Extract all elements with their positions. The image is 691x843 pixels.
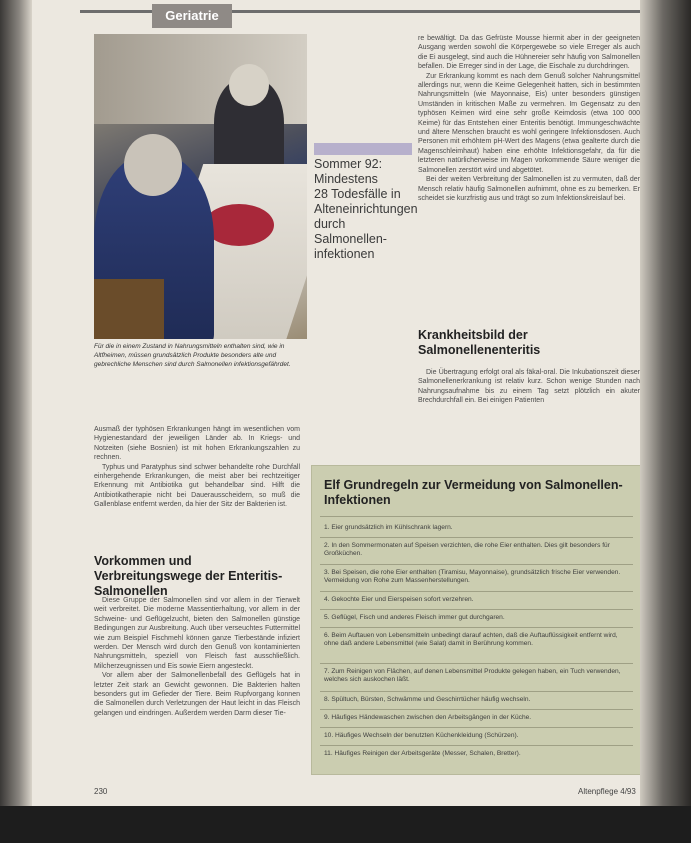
divider [320, 709, 633, 710]
divider [320, 727, 633, 728]
divider [320, 663, 633, 664]
divider [320, 627, 633, 628]
divider [320, 745, 633, 746]
paragraph: Typhus und Paratyphus sind schwer behandelte rohe Durchfall einhergehende Erkrankungen, die meist aber bei rechtzeitiger Erkennung mit Antibiotika gut behandelbar sind. Hilft die Antibiotikatherapie nicht bei Dauerausscheidern, so muß die Gallenblase entfernt werden, da hier der Sitz der Bakterien ist. [94, 463, 300, 509]
rule-item: 2. In den Sommermonaten auf Speisen verzichten, die rohe Eier enthalten. Dies gilt besonders für Großküchen. [324, 542, 610, 558]
rule-item: 7. Zum Reinigen von Flächen, auf denen Lebensmittel Produkte gelegen haben, ein Tuch verwenden, welches sich auskochen läßt. [324, 668, 621, 684]
pull-quote-line: 28 Todesfälle in [314, 187, 401, 201]
rule-item: 4. Gekochte Eier und Eierspeisen sofort verzehren. [324, 596, 474, 603]
paragraph: Vor allem aber der Salmonellenbefall des Geflügels hat in letzter Zeit stark an Gewicht gewonnen. Die Bakterien halten besonders gut im Gefieder der Tiere. Beim Rupfvorgang konnen die Salmonellen durch Verletzungen der Haut leicht in das Fleisch gelangen und eindringen. Außerdem werden Darm dieser Tie- [94, 672, 300, 717]
pull-quote-line: durch Salmonellen- [314, 217, 387, 246]
divider [320, 609, 633, 610]
paragraph: Die Übertragung erfolgt oral als fäkal-oral. Die Inkubationszeit dieser Salmonellenerkrankung ist relativ kurz. Schon wenige Stunden nach Nahrungsaufnahme bis zu einem Tag setzt plötzlich ein akuter Brechdurchfall ein. Bei einigen Patienten [418, 369, 640, 405]
scan-bottom-edge [0, 806, 691, 843]
rule-item: 10. Häufiges Wechseln der benutzten Küchenkleidung (Schürzen). [324, 732, 519, 739]
rule-item: 8. Spültuch, Bürsten, Schwämme und Geschirrtücher häufig wechseln. [324, 696, 531, 703]
rule-item: 3. Bei Speisen, die rohe Eier enthalten (Tiramisu, Mayonnaise), grundsätzlich frische Eier verwenden. Vermeidung von Rohe zum Massenherstellungen. [324, 569, 621, 585]
divider [320, 691, 633, 692]
heading-krankheitsbild: Krankheitsbild der Salmonellenenteritis [418, 328, 541, 357]
pull-quote-line: Alteneinrichtungen [314, 202, 418, 216]
body-column-right-top [418, 34, 640, 203]
book-spine-shadow [0, 0, 32, 843]
heading-vorkommen: Vorkommen und Verbreitungswege der Enteritis-Salmonellen [94, 554, 283, 598]
rule-item: 6. Beim Auftauen von Lebensmitteln unbedingt darauf achten, daß die Auftauflüssigkeit entfernt wird, ohne daß andere Lebensmittel (wie Salat) damit in Berührung kommen. [324, 632, 618, 648]
body-column-left-top [94, 425, 300, 510]
paragraph: Diese Gruppe der Salmonellen sind vor allem in der Tierwelt weit verbreitet. Die moderne Massentierhaltung, vor allem in der Schweine- und Geflügelzucht, bieten den Salmonellen günstige Bedingungen zur Ausbreitung. Auch über verseuchtes Futtermittel wie zum Beispiel Fischmehl können ganze Tierbestände infiziert werden. Der Mensch wird durch den Genuß von kontaminierten Nahrungsmitteln, speziell von Fleisch fast ausschließlich. Milcherzeugnissen und Eis sowie Eiern angesteckt. [94, 597, 300, 670]
pull-quote-bar [314, 143, 412, 155]
photo-caption: Für die in einem Zustand in Nahrungsmitteln enthalten sind, wie in Altfheimen, müssen grundsätzlich Produkte besonders alte und gebrechliche Menschen sind durch Salmonellen infektionsgefährdet. [94, 343, 291, 368]
page-number-left: 230 [94, 787, 108, 796]
divider [320, 591, 633, 592]
rule-item: 5. Geflügel, Fisch und anderes Fleisch immer gut durchgaren. [324, 614, 505, 621]
body-column-left-bottom [94, 596, 300, 718]
body-krankheitsbild [418, 368, 640, 406]
pull-quote-line: infektionen [314, 247, 375, 261]
page-curl-shadow [640, 0, 691, 843]
rules-box-title: Elf Grundregeln zur Vermeidung von Salmonellen-Infektionen [324, 478, 623, 507]
rule-item: 1. Eier grundsätzlich im Kühlschrank lagern. [324, 524, 453, 531]
rule-item: 11. Häufiges Reinigen der Arbeitsgeräte (Messer, Schalen, Bretter). [324, 750, 521, 757]
divider [320, 516, 633, 517]
rule-item: 9. Häufiges Händewaschen zwischen den Arbeitsgängen in der Küche. [324, 714, 532, 721]
paragraph: Ausmaß der typhösen Erkrankungen hängt im wesentlichen vom Hygienestandard der jeweiligen Länder ab. In Kriegs- und Notzeiten (siehe Bosnien) ist mit hohen Erkrankungszahlen zu rechnen. [94, 426, 300, 462]
pull-quote-line: Sommer 92: [314, 157, 383, 171]
pull-quote [314, 143, 418, 261]
page-number-right: Altenpflege 4/93 [578, 787, 636, 796]
section-rubric: Geriatrie [152, 4, 232, 28]
divider [320, 537, 633, 538]
paragraph: Zur Erkrankung kommt es nach dem Genuß solcher Nahrungsmittel allerdings nur, wenn die Keime Gelegenheit hatten, sich in bestimmten Nahrungsmitteln (wie Mayonnaise, Eis) unter besonders günstigen Umständen in kritischen Maße zu vermehren. Im Gegensatz zu den typhösen Keimen wird eine sehr große Keimdosis (etwa 100 000 Keime) für das Entstehen einer Enteritis benötigt. Immungeschwächte und ältere Menschen braucht es wohl geringere Infektionsdosen. Auch Personen mit erhöhtem pH-Wert des Magens (etwa gealterte durch die Magenschleimhaut) haben eine erhöhte Infektionsgefahr, da für die letzteren natürlicherweise im Magen vorkommende Säure weniger die Salmonellen zerstört wird und abgetötet. [418, 72, 640, 174]
paragraph: Bei der weiten Verbreitung der Salmonellen ist zu vermuten, daß der Mensch relativ häufig Salmonellen aufnimmt, ohne es zu bemerken. Er scheidet sie kurzfristig aus und trägt so zum Infektionskreislauf bei. [418, 176, 640, 202]
rules-box [311, 465, 642, 775]
paragraph: re bewältigt. Da das Gefrüste Mousse hiermit aber in der geeigneten Ausgang werden sowohl die Körpergewebe so viele Erreger als auch die Ei ausgelegt, sind auch die Hühnereier sehr häufig von Salmonellen befallen. Die Erreger sind in der Lage, die Eischale zu durchdringen. [418, 35, 640, 71]
divider [320, 564, 633, 565]
photo-elderly-dining [94, 34, 307, 339]
pull-quote-line: Mindestens [314, 172, 378, 186]
